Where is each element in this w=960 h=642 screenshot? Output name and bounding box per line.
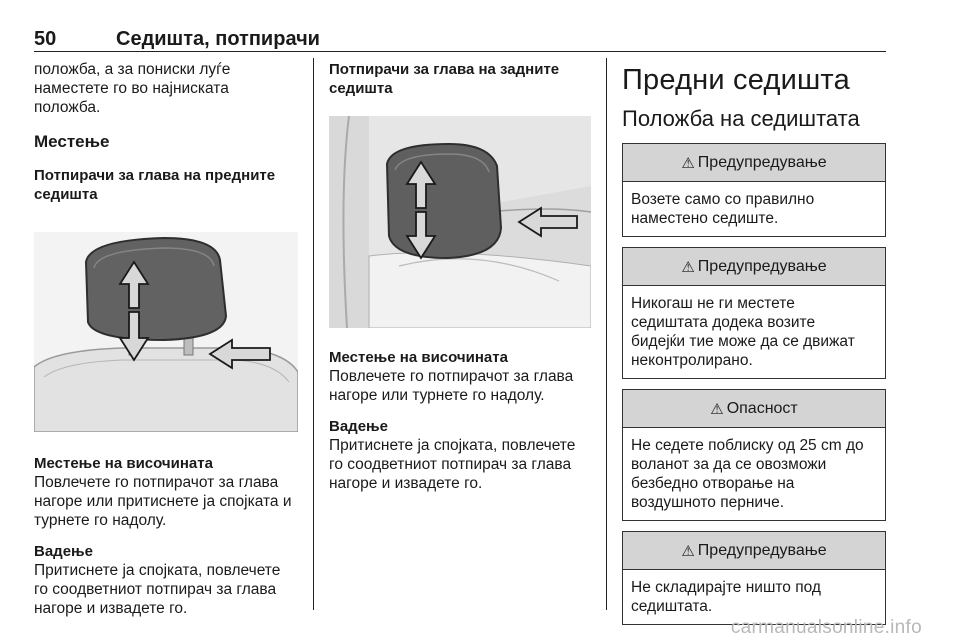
warning-triangle-icon: ⚠ [681, 542, 695, 560]
danger-box [622, 389, 886, 521]
page-header [34, 28, 886, 52]
column-middle [329, 60, 591, 493]
page-number: 50 [34, 28, 57, 50]
rear-headrest-drawing [329, 116, 591, 328]
section-title: Местење [34, 132, 110, 151]
front-headrest-drawing [34, 232, 298, 432]
warning-box-header [623, 144, 885, 182]
remove-text: Притиснете ја спојката, повлечете го соодветниот потпирач за глава нагоре и извадете го. [34, 562, 281, 617]
column-left [34, 60, 298, 618]
warning-triangle-icon: ⚠ [681, 258, 695, 276]
column-divider [606, 58, 607, 610]
subsection-title: Положба на седиштата [622, 106, 860, 131]
rear-headrest-illustration [329, 116, 591, 328]
warning-box [622, 531, 886, 625]
column-right [622, 64, 886, 625]
warning-triangle-icon: ⚠ [710, 400, 724, 418]
adjust-height-text: Повлечете го потпирачот за глава нагоре или притиснете ја спојката и турнете го надолу. [34, 474, 292, 529]
danger-box-header [623, 390, 885, 428]
intro-paragraph: положба, а за пониски луѓе наместете го во најниската положба. [34, 61, 231, 116]
subsection-title: Потпирачи за глава на предните седишта [34, 167, 276, 203]
adjust-height-title: Местење на височината [329, 349, 508, 366]
warning-box-title: Предупредување [697, 541, 827, 559]
page-title: Седишта, потпирачи [116, 28, 320, 50]
front-headrest-illustration [34, 232, 298, 432]
warning-triangle-icon: ⚠ [681, 154, 695, 172]
adjust-height-text: Повлечете го потпирачот за глава нагоре или турнете го надолу. [329, 368, 574, 404]
warning-box-text: Возете само со правилно наместено седиште. [631, 191, 815, 227]
subsection-title: Потпирачи за глава на задните седишта [329, 61, 560, 97]
warning-box-title: Предупредување [697, 153, 827, 171]
warning-box-header [623, 532, 885, 570]
remove-title: Вадење [34, 543, 93, 560]
warning-box-text: Никогаш не ги местете седиштата додека возите бидејќи тие може да се движат неконтролирано. [631, 295, 855, 369]
danger-box-text: Не седете поблиску од 25 cm до воланот за да се овозможи безбедно отворање на воздушното перниче. [631, 437, 864, 511]
adjust-height-title: Местење на височината [34, 455, 213, 472]
warning-box [622, 143, 886, 237]
warning-box-title: Предупредување [697, 257, 827, 275]
danger-box-title: Опасност [726, 399, 798, 417]
remove-text: Притиснете ја спојката, повлечете го соодветниот потпирач за глава нагоре и извадете го. [329, 437, 576, 492]
watermark: carmanualsonline.info [730, 617, 922, 638]
column-divider [313, 58, 314, 610]
warning-box [622, 247, 886, 379]
remove-title: Вадење [329, 418, 388, 435]
section-title: Предни седишта [622, 64, 850, 96]
warning-box-header [623, 248, 885, 286]
warning-box-text: Не складирајте ништо под седиштата. [631, 579, 821, 615]
